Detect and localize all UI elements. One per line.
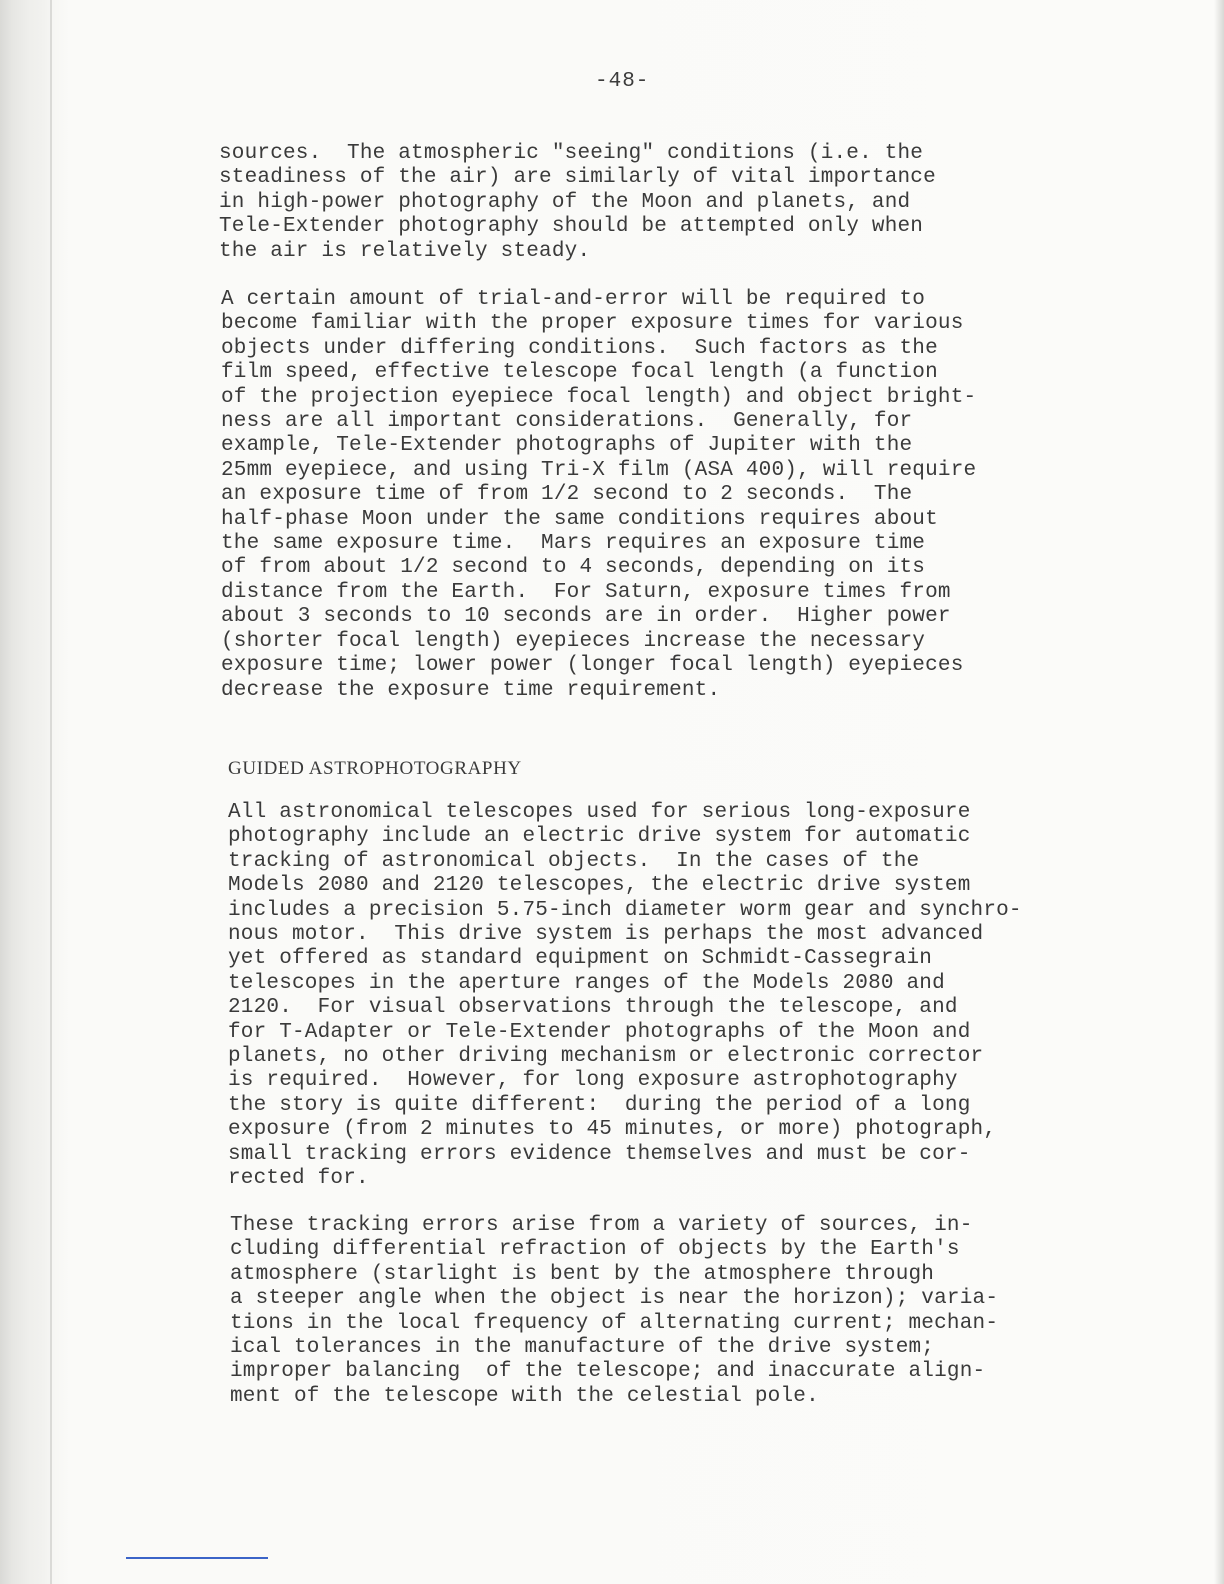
paragraph-seeing-conditions: sources. The atmospheric "seeing" conditions (i.e. the steadiness of the air) are similarly of vital importance in high-power photography of the Moon and planets, and Tele-Extender photography should be attempted only when the air is relatively steady. bbox=[219, 142, 936, 263]
page-edge-shadow bbox=[1214, 0, 1224, 1584]
page-number: -48- bbox=[595, 70, 650, 93]
binding-shadow bbox=[0, 0, 52, 1584]
paragraph-tracking-errors: These tracking errors arise from a variety of sources, in- cluding differential refraction of objects by the Earth's atmosphere (starlight is bent by the atmosphere through a steeper angle when the object is near the horizon); varia- tions in the local frequency of alternating current; mechan- ical tolerances in the manufacture of the drive system; improper balancing of the telescope; and inaccurate align- ment of the telescope with the celestial pole. bbox=[230, 1214, 999, 1408]
footer-rule bbox=[126, 1557, 268, 1559]
fold-line bbox=[50, 0, 52, 1584]
paragraph-exposure-times: A certain amount of trial-and-error will be required to become familiar with the proper exposure times for various objects under differing conditions. Such factors as the film speed, effective telescope focal length (a function of the projection eyepiece focal length) and object bright- ness are all important considerations. Generally, for example, Tele-Extender photographs of Jupiter with the 25mm eyepiece, and using Tri-X film (ASA 400), will require an exposure time of from 1/2 second to 2 seconds. The half-phase Moon under the same conditions requires about the same exposure time. Mars requires an exposure time of from about 1/2 second to 4 seconds, depending on its distance from the Earth. For Saturn, exposure times from about 3 seconds to 10 seconds are in order. Higher power (shorter focal length) eyepieces increase the necessary exposure time; lower power (longer focal length) eyepieces decrease the exposure time requirement. bbox=[221, 288, 977, 702]
section-heading: GUIDED ASTROPHOTOGRAPHY bbox=[228, 758, 522, 779]
paragraph-electric-drive: All astronomical telescopes used for serious long-exposure photography include an electric drive system for automatic tracking of astronomical objects. In the cases of the Models 2080 and 2120 telescopes, the electric drive system includes a precision 5.75-inch diameter worm gear and synchro- nous motor. This drive system is perhaps the most advanced yet offered as standard equipment on Schmidt-Cassegrain telescopes in the aperture ranges of the Models 2080 and 2120. For visual observations through the telescope, and for T-Adapter or Tele-Extender photographs of the Moon and planets, no other driving mechanism or electronic corrector is required. However, for long exposure astrophotography the story is quite different: during the period of a long exposure (from 2 minutes to 45 minutes, or more) photograph, small tracking errors evidence themselves and must be cor- rected for. bbox=[228, 801, 1022, 1191]
